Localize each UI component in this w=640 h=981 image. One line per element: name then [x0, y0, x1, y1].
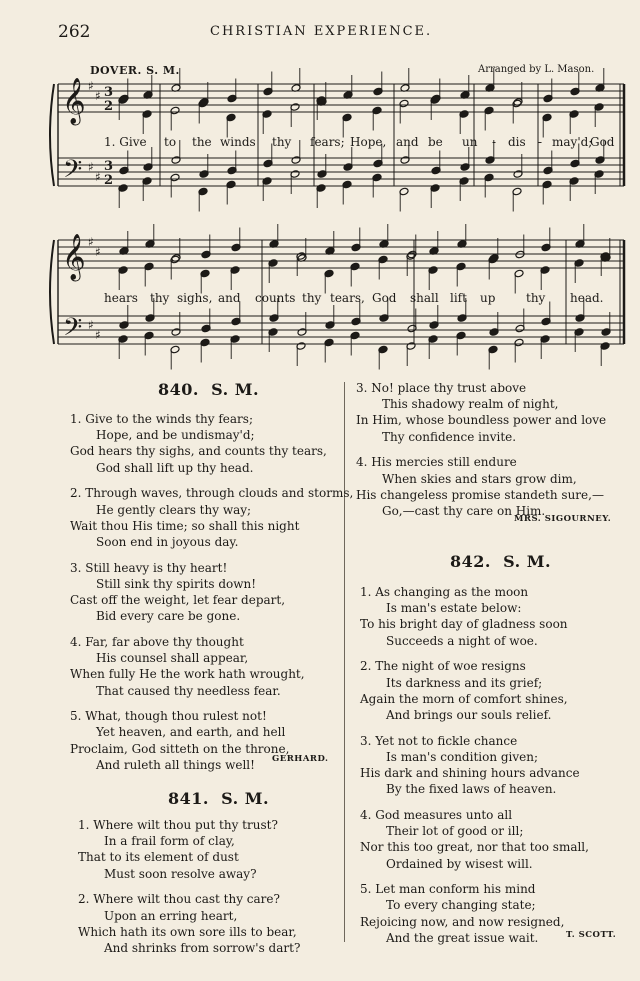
hymn-840-text [70, 411, 353, 783]
verse-line: Yet heaven, and earth, and hell [96, 725, 286, 740]
verse-line: To his bright day of gladness soon [360, 617, 568, 632]
hymn-number: 841. [168, 789, 209, 808]
verse-line: Its darkness and its grief; [386, 675, 543, 690]
verse-line: That to its element of dust [78, 850, 239, 865]
verse-line: Which hath its own sore ills to bear, [78, 924, 297, 939]
music-score [0, 0, 640, 380]
verse-line: 5. Let man conform his mind [360, 882, 536, 897]
sharp-sign: ♯ [88, 235, 94, 249]
verse-line: By the fixed laws of heaven. [386, 782, 557, 797]
sharp-sign: ♯ [95, 245, 101, 259]
stanza [78, 817, 300, 882]
sharp-sign: ♯ [88, 160, 94, 174]
verse-line: 1. Give to the winds thy fears; [70, 412, 253, 426]
lyrics-line-1 [0, 135, 640, 151]
time-signature: 3 [104, 159, 114, 174]
hymn-number: 840. [158, 380, 199, 399]
tune-name: DOVER. S. M. [90, 64, 180, 77]
lyric-syllable: sighs, [177, 291, 213, 305]
verse-line: 2. The night of woe resigns [360, 659, 526, 674]
verse-line: 3. Still heavy is thy heart! [70, 560, 228, 575]
lyric-syllable: winds [220, 135, 256, 149]
lyric-syllable: and [396, 135, 419, 149]
verse-line: And brings our souls relief. [386, 707, 552, 722]
bass-clef: 𝄢 [63, 155, 83, 190]
lyrics-line-2 [0, 291, 640, 307]
sharp-sign: ♯ [88, 318, 94, 332]
lyric-syllable: be [428, 135, 443, 149]
hymn-841-heading [168, 789, 269, 808]
sharp-sign: ♯ [95, 89, 101, 103]
verse-line: To every changing state; [386, 898, 536, 913]
stanza [70, 560, 353, 625]
time-signature: 2 [104, 173, 114, 188]
verse-line: Wait thou His time; so shall this night [70, 518, 300, 533]
verse-line: Go,—cast thy care on Him. [382, 503, 546, 518]
verse-line: Their lot of good or ill; [386, 824, 524, 839]
lyric-syllable: - [492, 135, 497, 149]
lyric-syllable: un [462, 135, 478, 149]
sharp-sign: ♯ [95, 170, 101, 184]
sharp-sign: ♯ [95, 328, 101, 342]
stanza [70, 411, 353, 476]
lyric-syllable: lift [450, 291, 467, 305]
verse-line: And ruleth all things well! [96, 757, 255, 772]
verse-line: Nor this too great, nor that too small, [360, 840, 589, 855]
verse-line: His changeless promise standeth sure,— [356, 487, 604, 502]
verse-line: 3. No! place thy trust above [356, 381, 527, 395]
lyric-syllable: shall [410, 291, 439, 305]
verse-line: His dark and shining hours advance [360, 766, 580, 781]
verse-line: In Him, whose boundless power and love [356, 413, 607, 428]
verse-line: Is man's estate below: [386, 601, 522, 616]
lyric-syllable: thy [150, 291, 170, 305]
lyric-syllable: Hope, [350, 135, 387, 149]
hymn-meter: S. M. [503, 552, 552, 571]
stanza [356, 454, 606, 519]
verse-line: Rejoicing now, and now resigned, [360, 914, 565, 929]
hymn-842-heading [450, 552, 551, 571]
stanza [360, 658, 589, 723]
verse-line: 5. What, though thou rulest not! [70, 709, 267, 724]
verse-line: Must soon resolve away? [104, 866, 257, 881]
running-head: CHRISTIAN EXPERIENCE. [210, 24, 433, 39]
lyric-syllable: God [590, 135, 615, 149]
verse-line: Hope, and be undismay'd; [96, 428, 255, 443]
stanza [70, 485, 353, 550]
verse-line: Still sink thy spirits down! [96, 576, 257, 591]
verse-line: Again the morn of comfort shines, [360, 691, 568, 706]
lyric-syllable: dis [508, 135, 526, 149]
lyric-syllable: counts [255, 291, 296, 305]
hymn-number: 842. [450, 552, 491, 571]
stanza [360, 807, 589, 872]
verse-line: 3. Yet not to fickle chance [360, 733, 518, 748]
hymn-840-heading [158, 380, 259, 399]
bass-clef: 𝄢 [63, 313, 83, 348]
page-number: 262 [58, 22, 91, 42]
hymn-841-text [78, 817, 300, 966]
stanza [360, 881, 589, 946]
verse-line: 1. Where wilt thou put thy trust? [78, 818, 278, 832]
verse-line: 1. As changing as the moon [360, 585, 529, 599]
lyric-syllable: and [218, 291, 241, 305]
verse-line: Soon end in joyous day. [96, 534, 239, 549]
hymn-840-author: GERHARD. [272, 754, 329, 764]
hymn-841-author: MRS. SIGOURNEY. [514, 514, 612, 524]
treble-clef: 𝄞 [62, 78, 86, 124]
verse-line: His counsel shall appear, [96, 651, 249, 666]
verse-line: This shadowy realm of night, [382, 397, 559, 412]
lyric-syllable: thy [302, 291, 322, 305]
sharp-sign: ♯ [88, 79, 94, 93]
verse-line: And the great issue wait. [386, 930, 539, 945]
verse-line: God shall lift up thy head. [96, 460, 254, 475]
verse-line: 2. Through waves, through clouds and storms, [70, 486, 354, 501]
verse-line: When skies and stars grow dim, [382, 471, 577, 486]
verse-line: When fully He the work hath wrought, [70, 667, 305, 682]
verse-line: Cast off the weight, let fear depart, [70, 593, 286, 608]
verse-line: And shrinks from sorrow's dart? [104, 940, 301, 955]
verse-line: 2. Where wilt thou cast thy care? [78, 892, 280, 907]
verse-line: Bid every care be gone. [96, 609, 241, 624]
verse-line: 4. Far, far above thy thought [70, 634, 244, 649]
verse-line: He gently clears thy way; [96, 502, 252, 517]
hymn-842-text [360, 584, 589, 956]
hymn-842-author: T. SCOTT. [566, 930, 617, 940]
lyric-syllable: 1. Give [104, 135, 147, 149]
verse-line: That caused thy needless fear. [96, 683, 281, 698]
lyric-syllable: up [480, 291, 496, 305]
lyric-syllable: head. [570, 291, 604, 305]
verse-line: Ordained by wisest will. [386, 856, 533, 871]
verse-line: Is man's condition given; [386, 749, 539, 764]
time-signature: 2 [104, 99, 114, 114]
stanza [360, 733, 589, 798]
lyric-syllable: - [538, 135, 543, 149]
tune-arranger: Arranged by L. Mason. [478, 64, 595, 75]
hymn-meter: S. M. [221, 789, 270, 808]
lyric-syllable: tears, [330, 291, 365, 305]
stanza [356, 380, 606, 445]
treble-clef: 𝄞 [62, 234, 86, 280]
lyric-syllable: thy [526, 291, 546, 305]
verse-line: 4. His mercies still endure [356, 455, 517, 470]
lyric-syllable: God [372, 291, 397, 305]
time-signature: 3 [104, 85, 114, 100]
lyric-syllable: thy [272, 135, 292, 149]
hymn-841-continued [356, 380, 606, 529]
verse-line: 4. God measures unto all [360, 807, 513, 822]
hymn-meter: S. M. [211, 380, 260, 399]
stanza [78, 891, 300, 956]
verse-line: God hears thy sighs, and counts thy tears, [70, 444, 327, 459]
lyric-syllable: may'd; [552, 135, 593, 149]
stanza [360, 584, 589, 649]
lyric-syllable: hears [104, 291, 138, 305]
lyric-syllable: the [192, 135, 212, 149]
stanza [70, 634, 353, 699]
verse-line: Proclaim, God sitteth on the throne, [70, 741, 290, 756]
verse-line: In a frail form of clay, [104, 834, 235, 849]
verse-line: Thy confidence invite. [382, 429, 517, 444]
lyric-syllable: to [164, 135, 177, 149]
lyric-syllable: fears; [310, 135, 345, 149]
verse-line: Succeeds a night of woe. [386, 633, 538, 648]
verse-line: Upon an erring heart, [104, 908, 238, 923]
